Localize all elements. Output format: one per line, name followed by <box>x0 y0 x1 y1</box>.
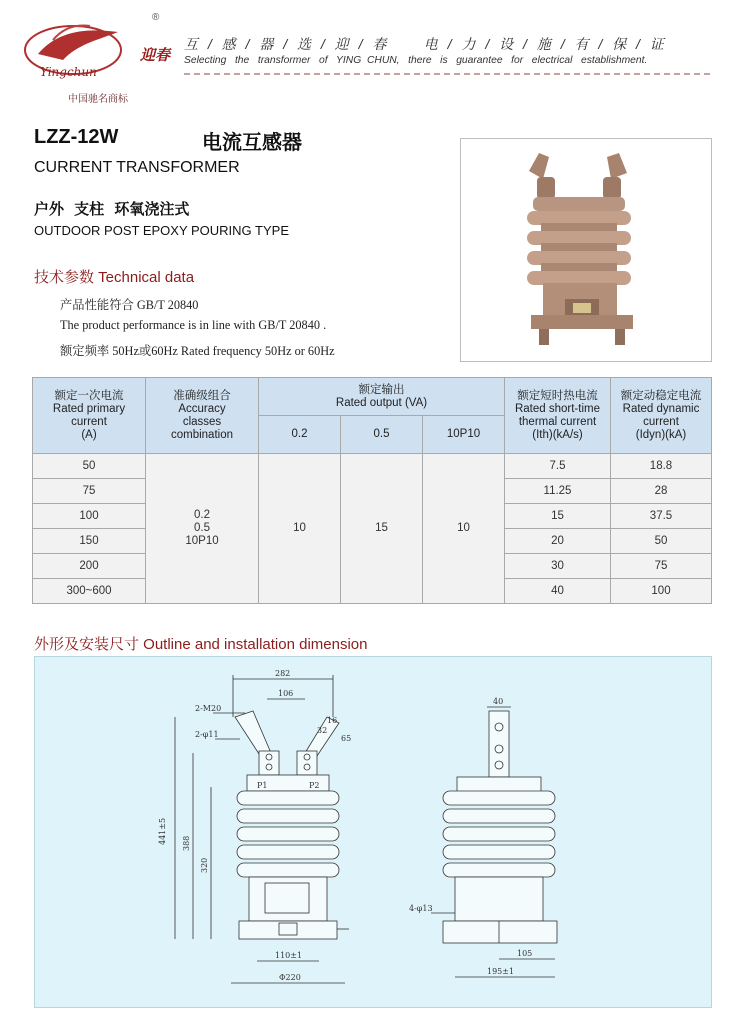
col-header-thermal-current: 额定短时热电流 Rated short-time thermal current (Ith)(kA/s) <box>505 378 611 454</box>
cell-accuracy-combination: 0.2 0.5 10P10 <box>146 454 259 604</box>
slogan-cn: 互 / 感 / 器 / 选 / 迎 / 春 电 / 力 / 设 / 施 / 有 / 保 / 证 <box>184 36 667 52</box>
cell-output-0-5: 15 <box>341 454 423 604</box>
col-header-primary-current: 额定一次电流 Rated primary current (A) <box>33 378 146 454</box>
label-p2: P2 <box>309 781 320 790</box>
dim-441: 441±5 <box>158 817 167 845</box>
dim-282: 282 <box>275 669 291 678</box>
cell-dynamic: 37.5 <box>611 504 712 529</box>
outline-heading: 外形及安装尺寸 Outline and installation dimension <box>34 636 368 653</box>
dim-side-195: 195±1 <box>487 967 515 976</box>
col-header-dynamic-current: 额定动稳定电流 Rated dynamic current (Idyn)(kA) <box>611 378 712 454</box>
cell-thermal: 11.25 <box>505 479 611 504</box>
front-view <box>158 669 351 983</box>
cell-thermal: 30 <box>505 554 611 579</box>
sub-header-output-0-5: 0.5 <box>341 416 423 454</box>
dim-110: 110±1 <box>275 951 303 960</box>
label-p1: P1 <box>257 781 268 790</box>
cell-current: 300~600 <box>33 579 146 604</box>
tech-line-standard-en: The product performance is in line with GB/T 20840 . <box>60 318 327 332</box>
tech-line-frequency: 额定频率 50Hz或60Hz Rated frequency 50Hz or 60Hz <box>60 344 335 358</box>
dim-220: Φ220 <box>279 973 301 982</box>
dim-2-holes: 2-φ11 <box>195 730 219 739</box>
cell-thermal: 20 <box>505 529 611 554</box>
dim-side-105: 105 <box>517 949 533 958</box>
cell-thermal: 40 <box>505 579 611 604</box>
cell-dynamic: 28 <box>611 479 712 504</box>
technical-heading: 技术参数 Technical data <box>34 269 195 286</box>
header-divider <box>184 73 710 75</box>
dim-388: 388 <box>182 835 191 851</box>
dim-16: 16 <box>327 716 338 725</box>
cell-output-0-2: 10 <box>259 454 341 604</box>
installation-cn: 户外 支柱 环氧浇注式 <box>34 201 190 218</box>
side-view <box>409 697 557 977</box>
cell-dynamic: 100 <box>611 579 712 604</box>
outline-drawing <box>34 656 712 1008</box>
product-photo <box>460 138 712 362</box>
sub-header-output-0-2: 0.2 <box>259 416 341 454</box>
cell-dynamic: 75 <box>611 554 712 579</box>
cell-output-10p10: 10 <box>423 454 505 604</box>
cell-current: 50 <box>33 454 146 479</box>
cell-current: 200 <box>33 554 146 579</box>
cell-current: 150 <box>33 529 146 554</box>
registered-mark: ® <box>152 12 160 23</box>
dim-65: 65 <box>341 734 352 743</box>
installation-en: OUTDOOR POST EPOXY POURING TYPE <box>34 223 289 238</box>
cell-thermal: 7.5 <box>505 454 611 479</box>
dim-2-m20: 2-M20 <box>195 704 222 713</box>
dim-320: 320 <box>200 857 209 873</box>
dim-32: 32 <box>317 726 328 735</box>
col-header-rated-output: 额定输出 Rated output (VA) <box>259 378 505 416</box>
brand-cn: 迎春 <box>140 46 171 64</box>
dim-106: 106 <box>278 689 294 698</box>
logo-subtitle: 中国驰名商标 <box>68 94 128 105</box>
model-number: LZZ-12W <box>34 126 119 148</box>
table-row <box>33 454 712 479</box>
cell-current: 100 <box>33 504 146 529</box>
col-header-accuracy: 准确级组合 Accuracy classes combination <box>146 378 259 454</box>
cell-thermal: 15 <box>505 504 611 529</box>
brand-script: Yingchun <box>40 65 97 79</box>
slogan-en: Selecting the transformer of YING CHUN, there is guarantee for electrical establishment. <box>184 55 648 66</box>
tech-line-standard-cn: 产品性能符合 GB/T 20840 <box>60 298 199 312</box>
product-name-en: CURRENT TRANSFORMER <box>34 159 240 176</box>
spec-table <box>32 377 712 604</box>
dim-side-40: 40 <box>493 697 504 706</box>
product-name-cn: 电流互感器 <box>202 132 302 154</box>
dim-4-holes: 4-φ13 <box>409 904 433 913</box>
cell-dynamic: 18.8 <box>611 454 712 479</box>
cell-dynamic: 50 <box>611 529 712 554</box>
cell-current: 75 <box>33 479 146 504</box>
sub-header-output-10p10: 10P10 <box>423 416 505 454</box>
